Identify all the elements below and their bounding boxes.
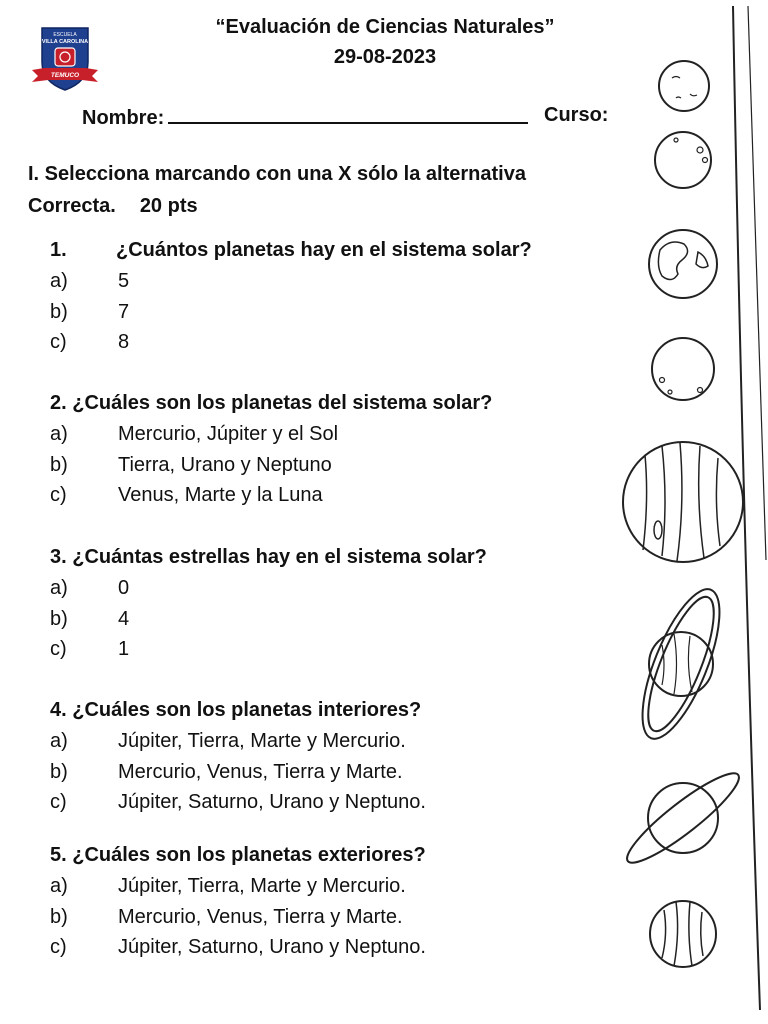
instructions-line2: Correcta. [28, 195, 116, 217]
mercury-icon [659, 61, 709, 111]
option-text: Mercurio, Venus, Tierra y Marte. [118, 905, 403, 928]
option-text: Júpiter, Tierra, Marte y Mercurio. [118, 730, 406, 752]
school-logo [30, 24, 100, 94]
option-c[interactable] [50, 480, 620, 511]
option-a[interactable] [50, 266, 620, 297]
neptune-icon [650, 901, 716, 967]
question-text: 2. ¿Cuáles son los planetas del sistema solar? [50, 392, 493, 414]
option-letter: b) [50, 607, 68, 630]
question-2 [50, 387, 620, 511]
option-letter: c) [50, 484, 67, 506]
option-a[interactable] [50, 573, 620, 604]
instructions-line1: I. Selecciona marcando con una X sólo la alternativa [28, 163, 526, 185]
question-text: 5. ¿Cuáles son los planetas exteriores? [50, 844, 426, 866]
option-letter: b) [50, 760, 68, 783]
option-b[interactable] [50, 450, 620, 481]
option-letter: b) [50, 300, 68, 323]
option-text: 7 [118, 300, 130, 323]
option-b[interactable] [50, 604, 620, 635]
option-text: Mercurio, Júpiter y el Sol [118, 423, 339, 445]
name-label: Nombre: [82, 107, 165, 129]
option-letter: a) [50, 875, 68, 897]
option-letter: c) [50, 936, 67, 958]
question-4 [50, 694, 620, 818]
question-number: 1. [50, 239, 67, 261]
option-letter: b) [50, 453, 68, 476]
saturn-icon [627, 580, 735, 748]
question-3 [50, 541, 620, 665]
option-letter: b) [50, 905, 68, 928]
option-letter: a) [50, 730, 68, 752]
course-label: Curso: [544, 104, 609, 126]
venus-icon [655, 132, 711, 188]
option-a[interactable] [50, 726, 620, 757]
option-text: Venus, Marte y la Luna [118, 484, 323, 506]
name-blank-line[interactable] [168, 104, 528, 124]
instructions [28, 158, 608, 222]
option-text: Mercurio, Venus, Tierra y Marte. [118, 760, 403, 783]
exam-title: “Evaluación de Ciencias Naturales” [215, 16, 555, 38]
logo-ribbon-text: TEMUCO [50, 72, 80, 79]
logo-top-text: ESCUELA [53, 32, 77, 38]
earth-icon [649, 230, 717, 298]
option-a[interactable] [50, 419, 620, 450]
option-letter: c) [50, 331, 67, 353]
option-text: 1 [118, 638, 130, 660]
exam-header [150, 12, 620, 72]
sun-arc [733, 6, 760, 1010]
jupiter-icon [623, 442, 743, 562]
option-text: 4 [118, 607, 130, 630]
uranus-icon [619, 763, 748, 873]
sun-arc-inner [748, 6, 766, 560]
option-text: Tierra, Urano y Neptuno [118, 453, 332, 476]
student-info-row [82, 104, 622, 130]
option-text: Júpiter, Saturno, Urano y Neptuno. [118, 936, 426, 958]
option-text: 0 [118, 577, 130, 599]
question-text: 3. ¿Cuántas estrellas hay en el sistema solar? [50, 546, 487, 568]
option-b[interactable] [50, 757, 620, 788]
option-text: Júpiter, Tierra, Marte y Mercurio. [118, 875, 406, 897]
question-text: 4. ¿Cuáles son los planetas interiores? [50, 699, 422, 721]
option-c[interactable] [50, 634, 620, 665]
option-text: 5 [118, 270, 130, 292]
option-letter: a) [50, 423, 68, 445]
option-letter: a) [50, 270, 68, 292]
logo-school-name: VILLA CAROLINA [41, 39, 89, 45]
question-5 [50, 839, 620, 963]
question-text: ¿Cuántos planetas hay en el sistema solar? [116, 239, 532, 261]
option-letter: c) [50, 638, 67, 660]
mars-icon [652, 338, 714, 400]
option-c[interactable] [50, 787, 620, 818]
option-text: 8 [118, 331, 130, 353]
points-label: 20 pts [139, 195, 198, 217]
option-letter: a) [50, 577, 68, 599]
option-c[interactable] [50, 327, 620, 358]
option-b[interactable] [50, 297, 620, 328]
option-letter: c) [50, 791, 67, 813]
option-a[interactable] [50, 871, 620, 902]
option-b[interactable] [50, 902, 620, 933]
option-c[interactable] [50, 932, 620, 963]
question-1 [50, 234, 620, 358]
exam-date: 29-08-2023 [333, 46, 437, 68]
option-text: Júpiter, Saturno, Urano y Neptuno. [118, 791, 426, 813]
